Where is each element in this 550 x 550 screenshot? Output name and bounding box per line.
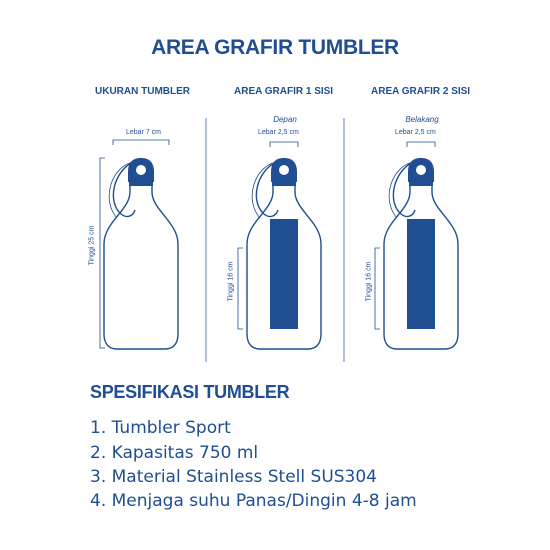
engrave-area-one-side [270, 219, 298, 329]
spec-item: 2. Kapasitas 750 ml [90, 443, 259, 463]
column-title-one-side: AREA GRAFIR 1 SISI [234, 86, 334, 97]
side-label-front: Depan [273, 115, 297, 124]
spec-item: 4. Menjaga suhu Panas/Dingin 4-8 jam [90, 491, 417, 511]
height-label-one-side: Tinggi 16 cm [227, 261, 235, 302]
width-dimension-size [113, 140, 169, 145]
spec-title: SPESIFIKASI TUMBLER [90, 382, 290, 402]
height-label-size: Tinggi 25 cm [88, 225, 96, 266]
engrave-area-two-side [407, 219, 435, 329]
width-dimension-one-side [270, 142, 298, 147]
page-title: AREA GRAFIR TUMBLER [151, 36, 399, 59]
width-label-two-side: Lebar 2,5 cm [395, 129, 436, 136]
column-title-size: UKURAN TUMBLER [95, 86, 190, 97]
width-dimension-two-side [407, 142, 435, 147]
side-label-back: Belakang [405, 115, 439, 124]
height-label-two-side: Tinggi 16 cm [365, 261, 373, 302]
width-label-one-side: Lebar 2,5 cm [258, 129, 299, 136]
spec-item: 3. Material Stainless Stell SUS304 [90, 467, 377, 487]
height-dimension-two-side [375, 248, 380, 329]
height-dimension-one-side [238, 248, 243, 329]
spec-item: 1. Tumbler Sport [90, 418, 231, 438]
bottle-size [104, 158, 178, 349]
column-title-two-side: AREA GRAFIR 2 SISI [371, 86, 471, 97]
width-label-size: Lebar 7 cm [126, 129, 162, 136]
